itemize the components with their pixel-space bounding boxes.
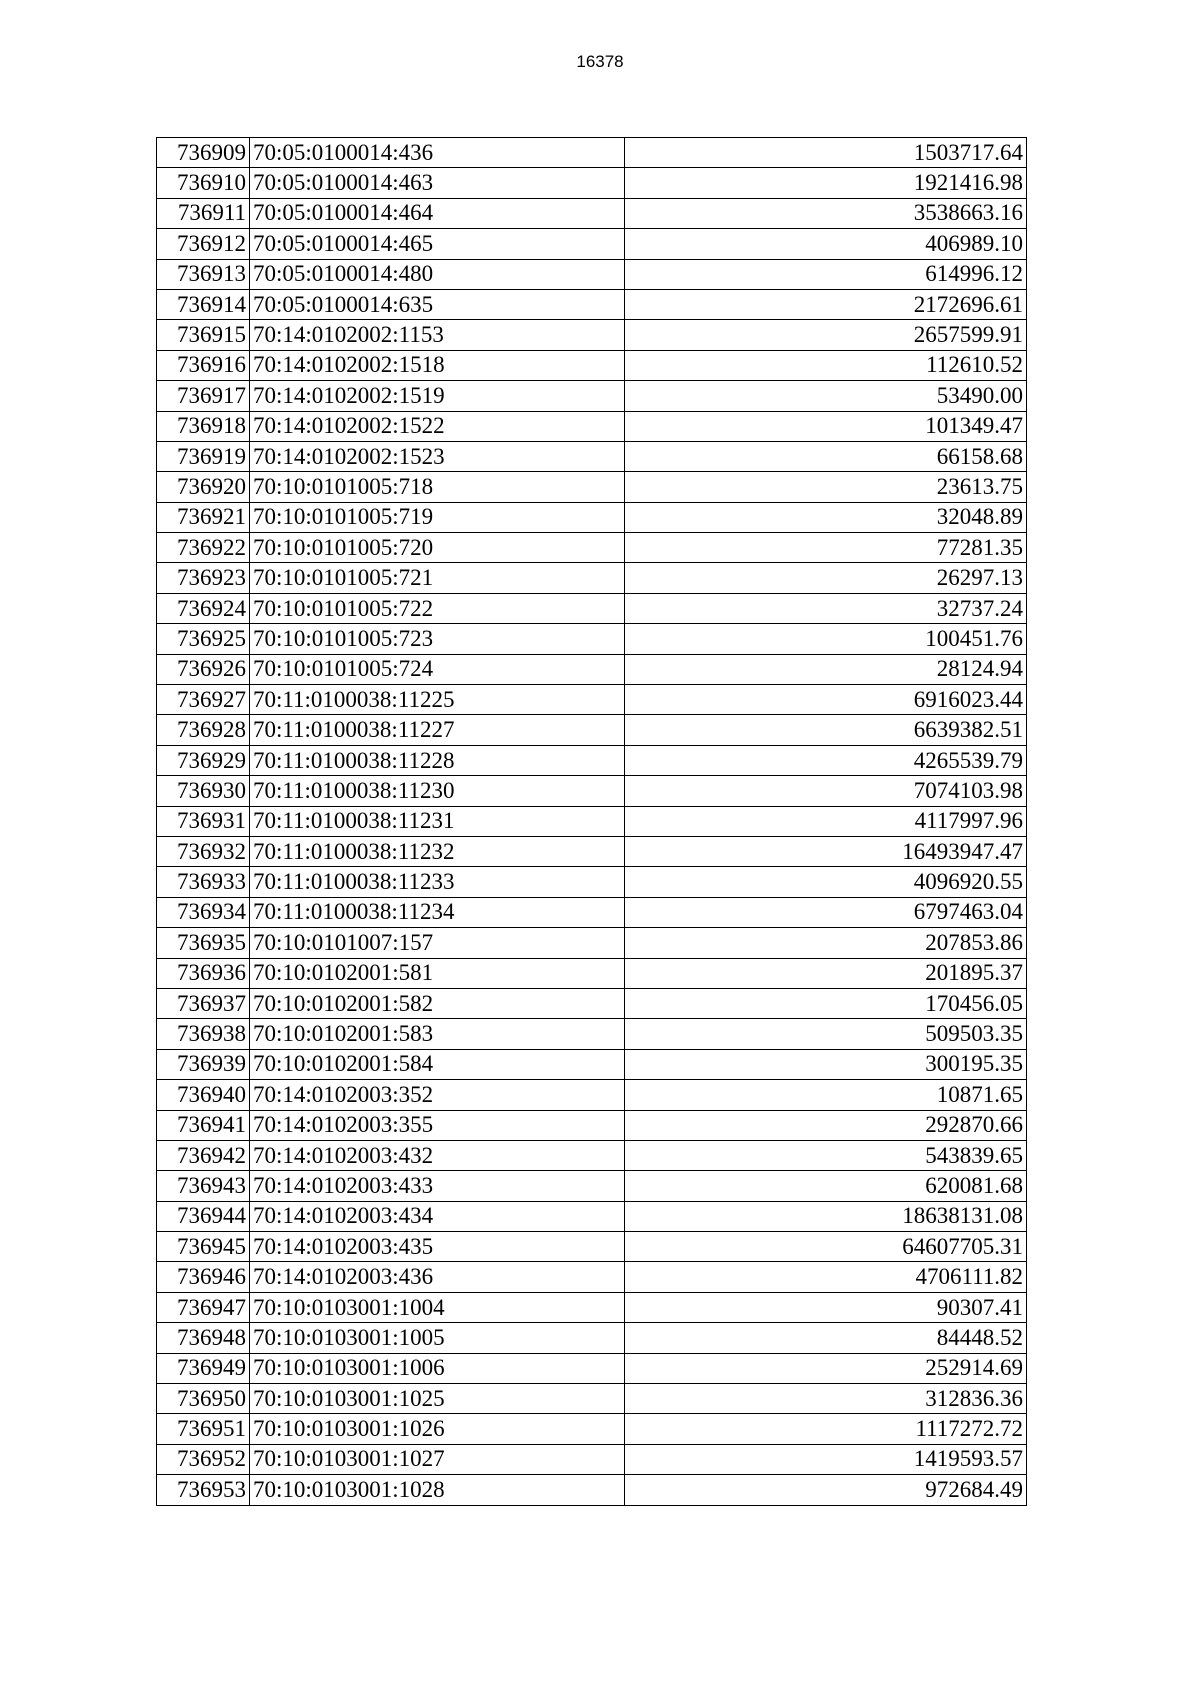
- table-row: [157, 138, 1027, 168]
- cadastral-value-cell: 6639382.51: [625, 715, 1027, 745]
- cadastral-value-cell: 23613.75: [625, 472, 1027, 502]
- table-row: [157, 533, 1027, 563]
- table-row: [157, 593, 1027, 623]
- cadastral-number-cell: 70:10:0102001:581: [250, 958, 625, 988]
- row-number-cell: 736940: [157, 1080, 250, 1110]
- table-row: [157, 229, 1027, 259]
- cadastral-value-cell: 2657599.91: [625, 320, 1027, 350]
- table-row: [157, 1323, 1027, 1353]
- table-row: [157, 776, 1027, 806]
- cadastral-value-cell: 28124.94: [625, 654, 1027, 684]
- cadastral-value-cell: 509503.35: [625, 1019, 1027, 1049]
- row-number-cell: 736950: [157, 1384, 250, 1414]
- cadastral-value-cell: 543839.65: [625, 1140, 1027, 1170]
- row-number-cell: 736915: [157, 320, 250, 350]
- row-number-cell: 736946: [157, 1262, 250, 1292]
- cadastral-value-cell: 4117997.96: [625, 806, 1027, 836]
- cadastral-value-cell: 312836.36: [625, 1384, 1027, 1414]
- cadastral-number-cell: 70:14:0102003:435: [250, 1232, 625, 1262]
- cadastral-number-cell: 70:10:0101005:718: [250, 472, 625, 502]
- cadastral-value-cell: 16493947.47: [625, 836, 1027, 866]
- table-row: [157, 988, 1027, 1018]
- cadastral-value-cell: 112610.52: [625, 350, 1027, 380]
- row-number-cell: 736953: [157, 1475, 250, 1505]
- row-number-cell: 736941: [157, 1110, 250, 1140]
- table-row: [157, 867, 1027, 897]
- cadastral-number-cell: 70:10:0101005:722: [250, 593, 625, 623]
- cadastral-number-cell: 70:05:0100014:464: [250, 198, 625, 228]
- table-row: [157, 1201, 1027, 1231]
- cadastral-value-cell: 53490.00: [625, 381, 1027, 411]
- table-row: [157, 1262, 1027, 1292]
- cadastral-number-cell: 70:14:0102002:1519: [250, 381, 625, 411]
- cadastral-value-cell: 7074103.98: [625, 776, 1027, 806]
- cadastral-value-cell: 26297.13: [625, 563, 1027, 593]
- cadastral-value-cell: 1921416.98: [625, 168, 1027, 198]
- cadastral-value-cell: 100451.76: [625, 624, 1027, 654]
- table-row: [157, 1019, 1027, 1049]
- row-number-cell: 736917: [157, 381, 250, 411]
- row-number-cell: 736922: [157, 533, 250, 563]
- table-row: [157, 928, 1027, 958]
- cadastral-value-cell: 64607705.31: [625, 1232, 1027, 1262]
- cadastral-number-cell: 70:10:0103001:1005: [250, 1323, 625, 1353]
- table-row: [157, 563, 1027, 593]
- cadastral-number-cell: 70:14:0102003:436: [250, 1262, 625, 1292]
- row-number-cell: 736939: [157, 1049, 250, 1079]
- cadastral-number-cell: 70:10:0103001:1026: [250, 1414, 625, 1444]
- table-row: [157, 320, 1027, 350]
- cadastral-number-cell: 70:05:0100014:465: [250, 229, 625, 259]
- table-row: [157, 897, 1027, 927]
- table-body: [157, 138, 1027, 1506]
- table-row: [157, 1292, 1027, 1322]
- table-row: [157, 1414, 1027, 1444]
- row-number-cell: 736918: [157, 411, 250, 441]
- cadastral-number-cell: 70:10:0103001:1028: [250, 1475, 625, 1505]
- row-number-cell: 736919: [157, 441, 250, 471]
- cadastral-value-cell: 4706111.82: [625, 1262, 1027, 1292]
- row-number-cell: 736948: [157, 1323, 250, 1353]
- table-row: [157, 1080, 1027, 1110]
- cadastral-number-cell: 70:11:0100038:11234: [250, 897, 625, 927]
- page-number: 16378: [576, 52, 624, 71]
- cadastral-value-cell: 4096920.55: [625, 867, 1027, 897]
- table-row: [157, 1171, 1027, 1201]
- table-row: [157, 654, 1027, 684]
- table-row: [157, 502, 1027, 532]
- cadastral-value-cell: 84448.52: [625, 1323, 1027, 1353]
- row-number-cell: 736909: [157, 138, 250, 168]
- table-row: [157, 836, 1027, 866]
- row-number-cell: 736945: [157, 1232, 250, 1262]
- row-number-cell: 736912: [157, 229, 250, 259]
- table-row: [157, 1353, 1027, 1383]
- row-number-cell: 736921: [157, 502, 250, 532]
- row-number-cell: 736925: [157, 624, 250, 654]
- cadastral-number-cell: 70:10:0102001:584: [250, 1049, 625, 1079]
- cadastral-number-cell: 70:11:0100038:11227: [250, 715, 625, 745]
- table-row: [157, 259, 1027, 289]
- cadastral-value-cell: 6797463.04: [625, 897, 1027, 927]
- cadastral-number-cell: 70:05:0100014:635: [250, 289, 625, 319]
- table-row: [157, 472, 1027, 502]
- row-number-cell: 736924: [157, 593, 250, 623]
- cadastral-value-cell: 1503717.64: [625, 138, 1027, 168]
- table-row: [157, 715, 1027, 745]
- row-number-cell: 736923: [157, 563, 250, 593]
- cadastral-number-cell: 70:14:0102002:1153: [250, 320, 625, 350]
- table-row: [157, 168, 1027, 198]
- cadastral-value-cell: 10871.65: [625, 1080, 1027, 1110]
- table-row: [157, 1110, 1027, 1140]
- row-number-cell: 736936: [157, 958, 250, 988]
- table-row: [157, 806, 1027, 836]
- cadastral-number-cell: 70:11:0100038:11230: [250, 776, 625, 806]
- cadastral-number-cell: 70:10:0101005:721: [250, 563, 625, 593]
- cadastral-value-cell: 4265539.79: [625, 745, 1027, 775]
- cadastral-number-cell: 70:14:0102003:352: [250, 1080, 625, 1110]
- table-row: [157, 350, 1027, 380]
- cadastral-number-cell: 70:10:0102001:582: [250, 988, 625, 1018]
- cadastral-value-cell: 292870.66: [625, 1110, 1027, 1140]
- cadastral-number-cell: 70:10:0102001:583: [250, 1019, 625, 1049]
- row-number-cell: 736944: [157, 1201, 250, 1231]
- cadastral-number-cell: 70:10:0101005:724: [250, 654, 625, 684]
- row-number-cell: 736920: [157, 472, 250, 502]
- table-row: [157, 1384, 1027, 1414]
- cadastral-number-cell: 70:14:0102003:355: [250, 1110, 625, 1140]
- cadastral-number-cell: 70:14:0102003:432: [250, 1140, 625, 1170]
- cadastral-value-cell: 406989.10: [625, 229, 1027, 259]
- table-row: [157, 958, 1027, 988]
- row-number-cell: 736928: [157, 715, 250, 745]
- cadastral-number-cell: 70:14:0102002:1523: [250, 441, 625, 471]
- row-number-cell: 736930: [157, 776, 250, 806]
- cadastral-number-cell: 70:11:0100038:11231: [250, 806, 625, 836]
- cadastral-value-cell: 66158.68: [625, 441, 1027, 471]
- table-row: [157, 1232, 1027, 1262]
- table-row: [157, 685, 1027, 715]
- cadastral-number-cell: 70:14:0102003:433: [250, 1171, 625, 1201]
- cadastral-value-table: [156, 137, 1027, 1506]
- cadastral-value-cell: 614996.12: [625, 259, 1027, 289]
- cadastral-value-cell: 1419593.57: [625, 1444, 1027, 1474]
- cadastral-value-cell: 77281.35: [625, 533, 1027, 563]
- cadastral-number-cell: 70:05:0100014:463: [250, 168, 625, 198]
- cadastral-number-cell: 70:14:0102002:1522: [250, 411, 625, 441]
- table-row: [157, 1475, 1027, 1505]
- table-row: [157, 1444, 1027, 1474]
- cadastral-value-cell: 1117272.72: [625, 1414, 1027, 1444]
- row-number-cell: 736914: [157, 289, 250, 319]
- cadastral-value-cell: 2172696.61: [625, 289, 1027, 319]
- cadastral-value-cell: 101349.47: [625, 411, 1027, 441]
- cadastral-value-cell: 201895.37: [625, 958, 1027, 988]
- row-number-cell: 736929: [157, 745, 250, 775]
- row-number-cell: 736916: [157, 350, 250, 380]
- cadastral-number-cell: 70:14:0102002:1518: [250, 350, 625, 380]
- cadastral-number-cell: 70:11:0100038:11233: [250, 867, 625, 897]
- cadastral-value-cell: 207853.86: [625, 928, 1027, 958]
- cadastral-value-cell: 620081.68: [625, 1171, 1027, 1201]
- cadastral-number-cell: 70:10:0103001:1004: [250, 1292, 625, 1322]
- cadastral-value-cell: 18638131.08: [625, 1201, 1027, 1231]
- row-number-cell: 736935: [157, 928, 250, 958]
- row-number-cell: 736932: [157, 836, 250, 866]
- cadastral-number-cell: 70:14:0102003:434: [250, 1201, 625, 1231]
- row-number-cell: 736947: [157, 1292, 250, 1322]
- table-row: [157, 624, 1027, 654]
- row-number-cell: 736938: [157, 1019, 250, 1049]
- cadastral-value-cell: 300195.35: [625, 1049, 1027, 1079]
- cadastral-number-cell: 70:10:0101005:723: [250, 624, 625, 654]
- cadastral-value-cell: 170456.05: [625, 988, 1027, 1018]
- cadastral-number-cell: 70:05:0100014:436: [250, 138, 625, 168]
- row-number-cell: 736949: [157, 1353, 250, 1383]
- row-number-cell: 736911: [157, 198, 250, 228]
- row-number-cell: 736942: [157, 1140, 250, 1170]
- row-number-cell: 736931: [157, 806, 250, 836]
- cadastral-value-cell: 32737.24: [625, 593, 1027, 623]
- cadastral-value-cell: 3538663.16: [625, 198, 1027, 228]
- table-row: [157, 198, 1027, 228]
- row-number-cell: 736937: [157, 988, 250, 1018]
- cadastral-value-cell: 252914.69: [625, 1353, 1027, 1383]
- cadastral-number-cell: 70:10:0101007:157: [250, 928, 625, 958]
- cadastral-value-cell: 32048.89: [625, 502, 1027, 532]
- cadastral-value-cell: 90307.41: [625, 1292, 1027, 1322]
- cadastral-value-cell: 6916023.44: [625, 685, 1027, 715]
- row-number-cell: 736926: [157, 654, 250, 684]
- row-number-cell: 736952: [157, 1444, 250, 1474]
- row-number-cell: 736913: [157, 259, 250, 289]
- table-row: [157, 441, 1027, 471]
- cadastral-number-cell: 70:11:0100038:11225: [250, 685, 625, 715]
- cadastral-value-cell: 972684.49: [625, 1475, 1027, 1505]
- row-number-cell: 736934: [157, 897, 250, 927]
- row-number-cell: 736951: [157, 1414, 250, 1444]
- cadastral-number-cell: 70:11:0100038:11232: [250, 836, 625, 866]
- cadastral-number-cell: 70:10:0103001:1027: [250, 1444, 625, 1474]
- cadastral-number-cell: 70:10:0101005:719: [250, 502, 625, 532]
- cadastral-number-cell: 70:05:0100014:480: [250, 259, 625, 289]
- table-row: [157, 289, 1027, 319]
- table-row: [157, 381, 1027, 411]
- table-row: [157, 745, 1027, 775]
- row-number-cell: 736933: [157, 867, 250, 897]
- table-row: [157, 1049, 1027, 1079]
- cadastral-number-cell: 70:11:0100038:11228: [250, 745, 625, 775]
- cadastral-number-cell: 70:10:0101005:720: [250, 533, 625, 563]
- row-number-cell: 736943: [157, 1171, 250, 1201]
- table-row: [157, 411, 1027, 441]
- row-number-cell: 736910: [157, 168, 250, 198]
- cadastral-number-cell: 70:10:0103001:1006: [250, 1353, 625, 1383]
- cadastral-number-cell: 70:10:0103001:1025: [250, 1384, 625, 1414]
- row-number-cell: 736927: [157, 685, 250, 715]
- table-row: [157, 1140, 1027, 1170]
